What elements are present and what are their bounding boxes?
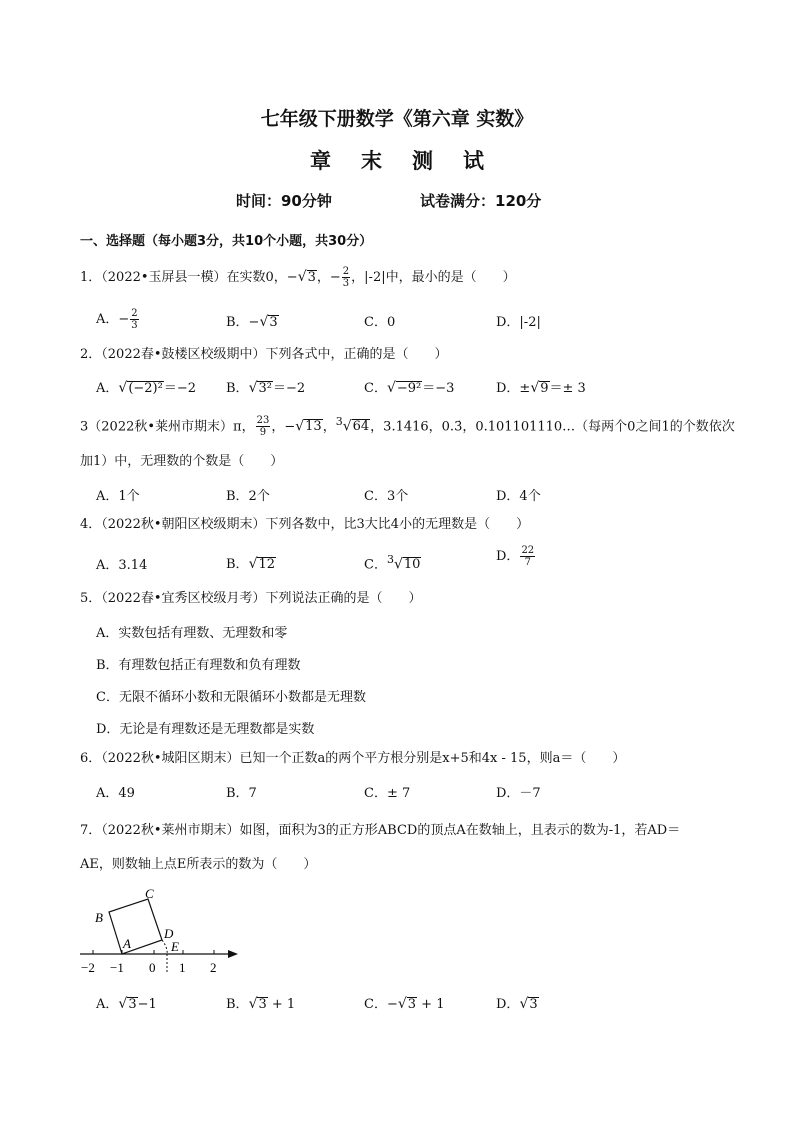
q2-a-label: A． (96, 381, 119, 396)
q3-option-a[interactable]: A．1个 (96, 489, 140, 504)
q2-b-label: B． (226, 381, 249, 396)
q4-b-radicand: 12 (258, 557, 276, 572)
q7-c-radicand: 3 (407, 997, 417, 1012)
q1-b-radicand: 3 (269, 315, 278, 330)
q1-b-label: B．− (226, 315, 260, 330)
q1-text-c: ，− (316, 270, 341, 285)
q4-option-a[interactable]: A．3.14 (96, 558, 148, 573)
q1-frac-num: 2 (342, 266, 350, 277)
section-heading: 一、选择题（每小题3分，共10个小题，共30分） (80, 234, 373, 249)
q2-a-tail: ＝−2 (163, 381, 197, 396)
q1-option-d[interactable]: D．|-2| (496, 315, 541, 330)
q1-text-a: 1．（2022•玉屏县一模）在实数0，− (80, 270, 298, 285)
q3-fraction (256, 415, 271, 438)
q4-option-d[interactable] (496, 545, 536, 568)
q7-option-b[interactable]: B．√3 + 1 (226, 996, 296, 1012)
q2-option-a[interactable]: A．√(−2)²＝−2 (96, 380, 197, 396)
q4-d-num: 22 (521, 545, 535, 556)
q5-option-d[interactable]: D．无论是有理数还是无理数都是实数 (96, 722, 315, 737)
q5-option-a[interactable]: A．实数包括有理数、无理数和零 (96, 626, 288, 641)
q2-option-d[interactable]: D．±√9＝± 3 (496, 380, 586, 396)
q1-a-label: A．− (96, 312, 130, 327)
q4-d-den: 7 (524, 557, 531, 568)
q7-option-c[interactable]: C．−√3 + 1 (364, 996, 445, 1012)
q7-d-radicand: 3 (529, 997, 538, 1012)
label-d: D (164, 926, 174, 941)
q1-a-num: 2 (131, 308, 138, 319)
q2-d-tail: ＝± 3 (549, 381, 586, 396)
tick-label-2: 2 (210, 960, 217, 975)
q3-radicand-1: 13 (305, 419, 322, 435)
q2-d-radicand: 9 (540, 381, 549, 396)
exam-full-score: 试卷满分：120分 (420, 192, 542, 210)
q2-option-b[interactable]: B．√3²＝−2 (226, 380, 306, 396)
q1-radicand: 3 (307, 270, 316, 285)
exam-time: 时间：90分钟 (236, 192, 332, 210)
q3-radicand-2: 64 (352, 419, 370, 435)
q7-b-radicand: 3 (258, 997, 267, 1012)
q2-b-radicand: 3² (258, 381, 272, 396)
q1-a-fraction (130, 308, 138, 331)
question-6-stem: 6．（2022秋•城阳区期末）已知一个正数a的两个平方根分别是x+5和4x - 15，则a＝（ ） (80, 751, 626, 766)
square-abcd (109, 899, 162, 954)
q4-d-fraction (520, 545, 535, 568)
q4-b-label: B． (226, 557, 249, 572)
q2-a-radicand: (−2)² (128, 381, 163, 396)
page-subtitle: 章末测试 (310, 149, 514, 173)
q2-c-label: C． (364, 381, 387, 396)
tick-label-minus-2: −2 (81, 960, 95, 975)
q7-a-label: A． (96, 997, 119, 1012)
q7-a-tail: −1 (137, 997, 157, 1012)
question-5-stem: 5．（2022春•宜秀区校级月考）下列说法正确的是（ ） (80, 591, 422, 606)
q3-cube-index: 3 (335, 415, 343, 428)
label-b: B (95, 910, 103, 925)
q6-option-d[interactable]: D．－7 (496, 786, 541, 801)
q1-text-d: ，|-2|中，最小的是（ ） (351, 270, 516, 285)
q1-frac-den: 3 (342, 278, 350, 289)
label-e: E (171, 939, 179, 954)
q7-d-label: D． (496, 997, 520, 1012)
question-4-stem: 4．（2022秋•朝阳区校级期末）下列各数中，比3大比4小的无理数是（ ） (80, 517, 530, 532)
tick-label-0: 0 (149, 960, 156, 975)
q4-c-label: C． (364, 557, 387, 573)
q2-option-c[interactable]: C．√−9²＝−3 (364, 380, 455, 396)
q3-frac-den: 9 (259, 427, 267, 439)
question-2-stem: 2．（2022春•鼓楼区校级期中）下列各式中，正确的是（ ） (80, 347, 448, 362)
number-line-square-figure (76, 884, 246, 980)
q3-text-d: ，3.1416，0.3̇，0.101101110…（每两个0之间1的个数依次 (370, 419, 735, 435)
question-3-stem-cont: 加1）中，无理数的个数是（ ） (80, 454, 284, 469)
q2-c-tail: ＝−3 (422, 381, 455, 396)
q1-option-b[interactable]: B．−√3 (226, 314, 278, 330)
q3-option-b[interactable]: B．2个 (226, 489, 270, 504)
q3-frac-num: 23 (256, 415, 270, 427)
q2-c-radicand: −9² (396, 381, 422, 396)
tick-label-1: 1 (179, 960, 186, 975)
question-1-stem: 1．（2022•玉屏县一模）在实数0，−√3，− $\frac{2}{3}$ ，|-2|中，最小的是（ ） (80, 266, 516, 289)
q1-option-a[interactable] (96, 308, 140, 331)
q1-fraction (342, 266, 350, 289)
q3-option-d[interactable]: D．4个 (496, 489, 541, 504)
q3-text-b: ，− (271, 419, 296, 435)
question-7-stem: 7．（2022秋•莱州市期末）如图，面积为3的正方形ABCD的顶点A在数轴上，且表示的数为-1，若AD＝ (80, 823, 681, 838)
q7-c-tail: + 1 (417, 997, 445, 1012)
q4-option-c[interactable]: C．$^3$√10 (364, 553, 421, 573)
tick-label-minus-1: −1 (110, 960, 124, 975)
q7-option-d[interactable]: D．√3 (496, 996, 538, 1012)
q5-option-b[interactable]: B．有理数包括正有理数和负有理数 (96, 658, 301, 673)
q1-a-den: 3 (131, 320, 138, 331)
arc-d-to-e (162, 940, 167, 954)
q4-c-radicand: 10 (403, 557, 421, 573)
q4-d-label: D． (496, 549, 520, 564)
q2-d-label: D．± (496, 381, 531, 396)
q7-b-label: B． (226, 997, 249, 1012)
q6-option-b[interactable]: B．7 (226, 786, 257, 801)
q6-option-c[interactable]: C．± 7 (364, 786, 411, 801)
q6-option-a[interactable]: A．49 (96, 786, 135, 801)
q7-b-tail: + 1 (267, 997, 296, 1012)
label-a: A (123, 936, 131, 951)
question-7-stem-cont: AE，则数轴上点E所表示的数为（ ） (80, 857, 317, 872)
q3-text-c: ， (322, 419, 336, 435)
q4-option-b[interactable]: B．√12 (226, 556, 276, 572)
page-title: 七年级下册数学《第六章 实数》 (260, 108, 534, 130)
q3-text-a: 3（2022秋•莱州市期末）π， (80, 419, 255, 435)
q2-b-tail: ＝−2 (272, 381, 306, 396)
q7-c-label: C．− (364, 997, 398, 1012)
q4-c-index: 3 (386, 553, 394, 566)
label-c: C (145, 886, 154, 901)
q7-option-a[interactable]: A．√3−1 (96, 996, 157, 1012)
q3-option-c[interactable]: C．3个 (364, 489, 409, 504)
q7-a-radicand: 3 (128, 997, 137, 1012)
q1-option-c[interactable]: C．0 (364, 315, 396, 330)
question-3-stem: 3（2022秋•莱州市期末）π， $\frac{23}{9}$ ，−√13，$^3$√64，3.1416，0.3̇，0.101101110…（每两个0之间1的个数依次 (80, 415, 735, 439)
number-line-arrow (228, 950, 238, 958)
q5-option-c[interactable]: C．无限不循环小数和无限循环小数都是无理数 (96, 690, 366, 705)
